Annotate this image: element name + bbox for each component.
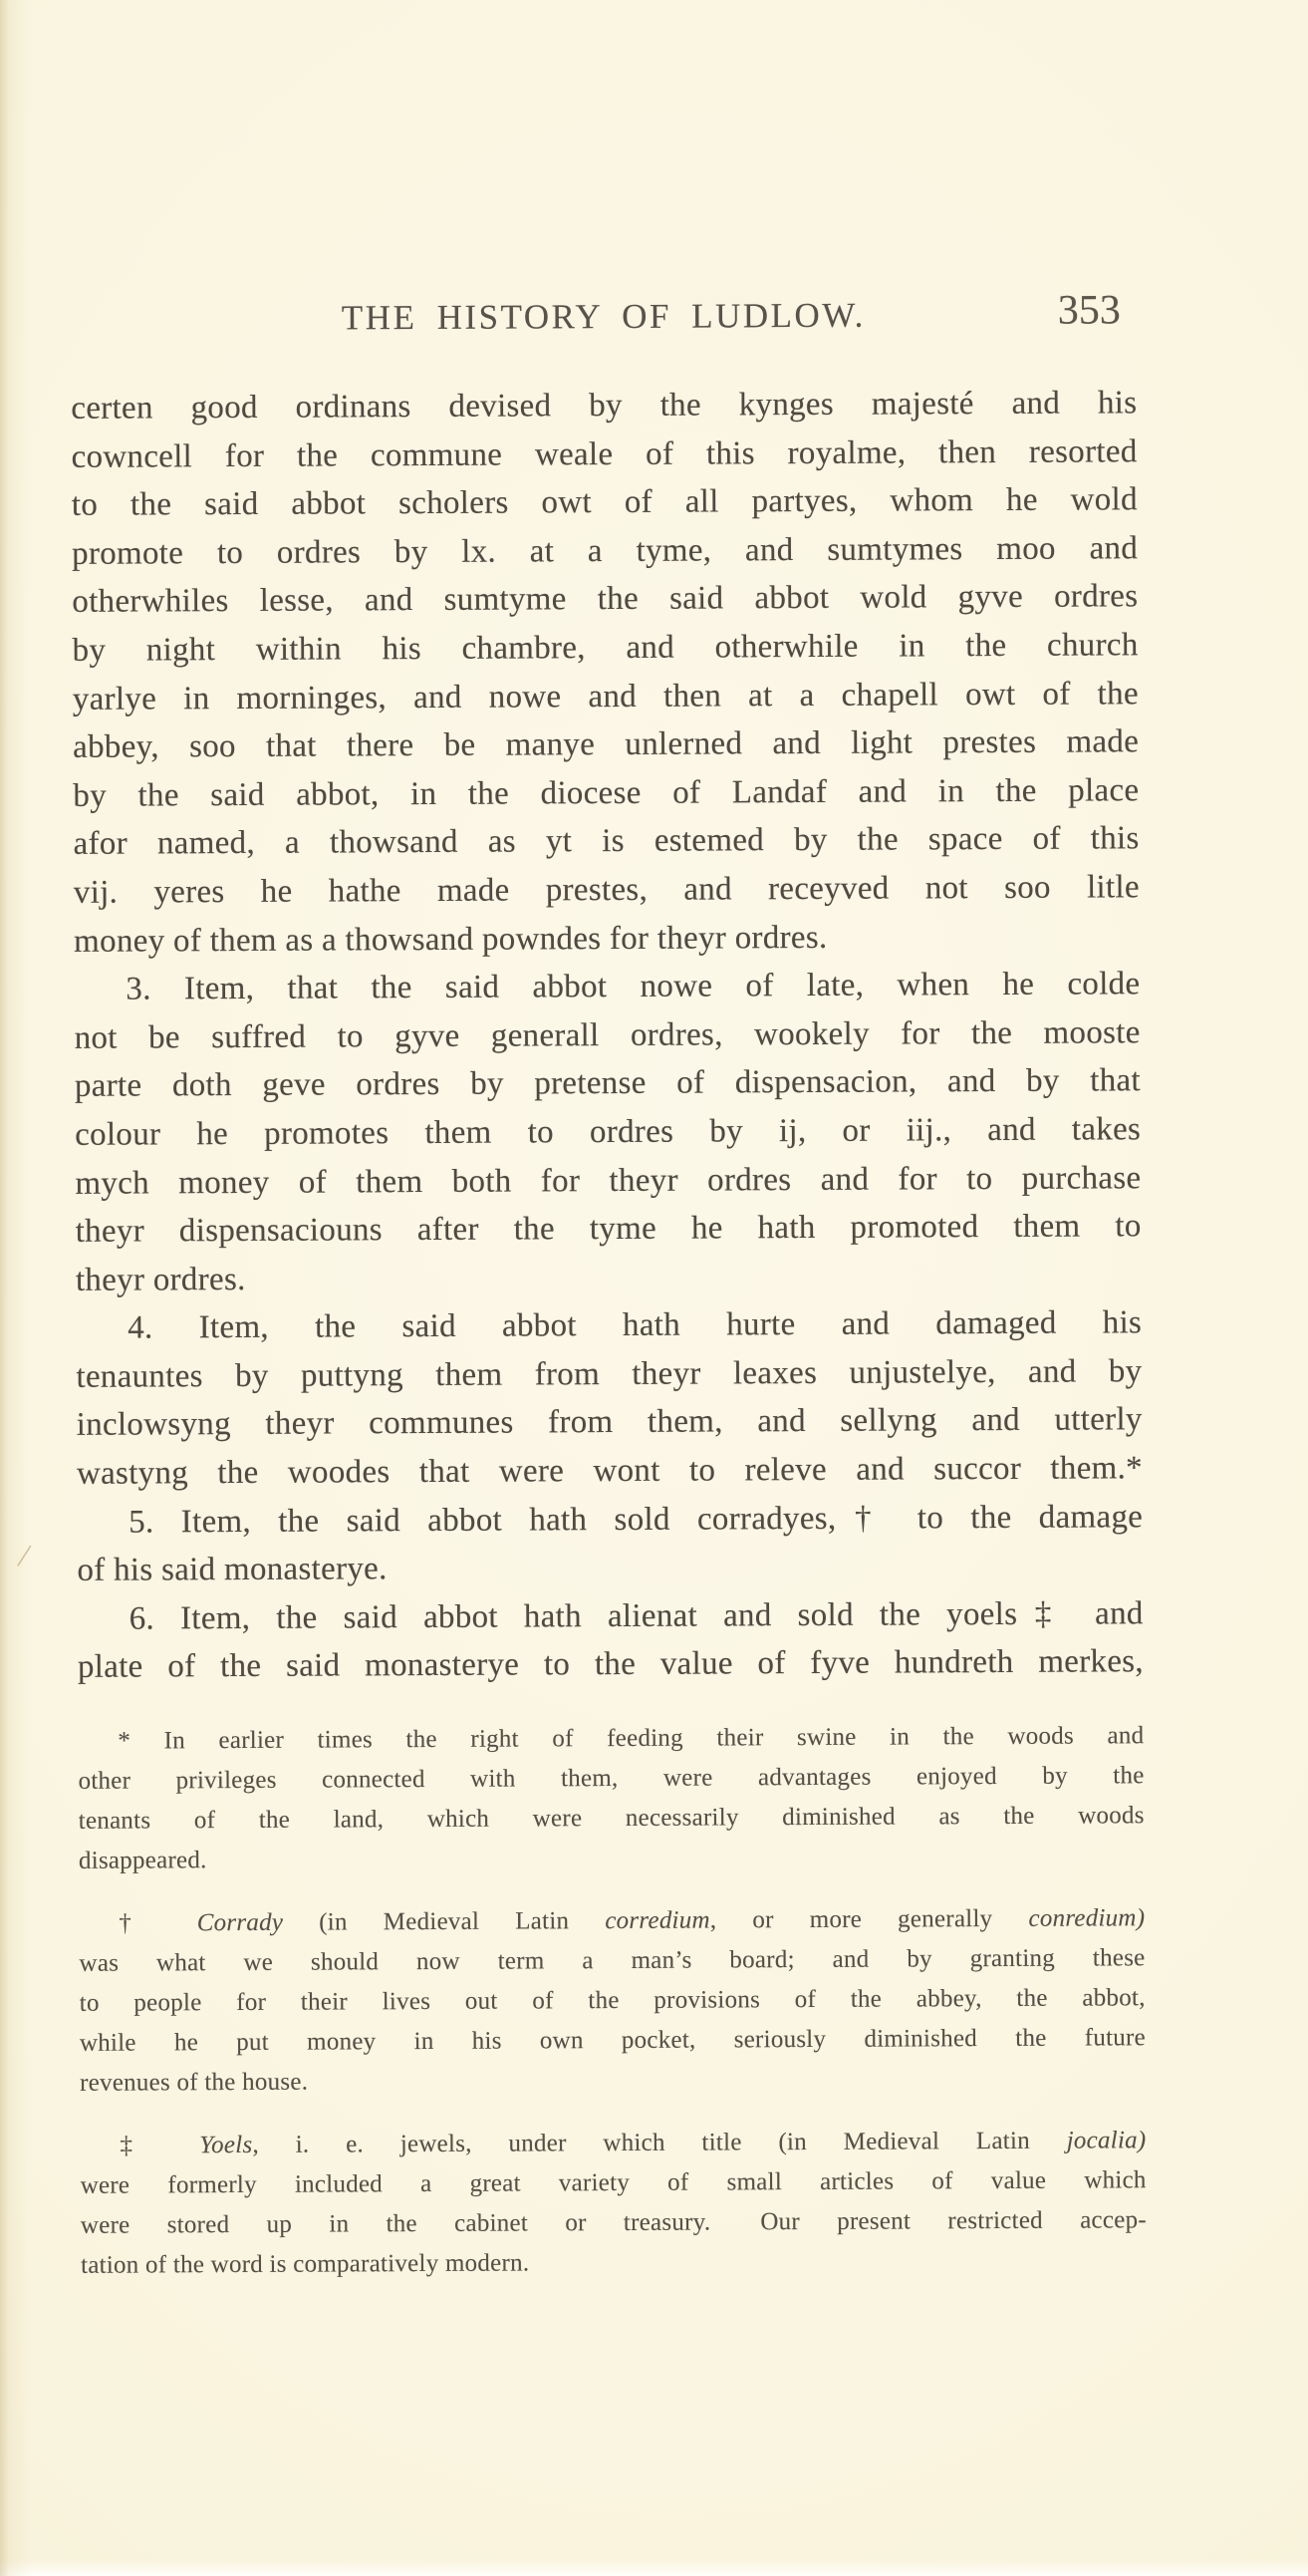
footnote-line: disappeared. bbox=[78, 1847, 207, 1874]
text-line: colour he promotes them to ordres by ij, or iij., and takes bbox=[75, 1111, 1142, 1153]
footnote-marker: † bbox=[119, 1909, 197, 1937]
paragraph-item-5 bbox=[77, 1493, 1143, 1595]
text-line: certen good ordinans devised by the kynges majesté and his bbox=[71, 385, 1138, 427]
italic-term: Yoels bbox=[199, 2131, 253, 2159]
text-line: 4. Item, the said abbot hath hurte and damaged his bbox=[128, 1304, 1143, 1346]
footnote-text: , i. e. jewels, under which title (in Medieval Latin bbox=[252, 2127, 1067, 2158]
text-line: 5. Item, the said abbot hath sold corradyes,† to the damage bbox=[129, 1498, 1144, 1541]
footnote-line: was what we should now term a man’s board; and by granting these bbox=[79, 1944, 1146, 1977]
footnote-line: * In earlier times the right of feeding their swine in the woods and bbox=[118, 1722, 1145, 1755]
text-line: plate of the said monasterye to the value of fyve hundreth merkes, bbox=[77, 1643, 1145, 1686]
footnote-asterisk bbox=[78, 1716, 1145, 1881]
page-number: 353 bbox=[1057, 287, 1121, 334]
footnote-line: revenues of the house. bbox=[80, 2068, 309, 2097]
text-line: cowncell for the commune weale of this royalme, then resorted bbox=[71, 432, 1138, 475]
footnote-line: were formerly included a great variety of small articles of value which bbox=[80, 2166, 1147, 2199]
text-line: yarlye in morninges, and nowe and then at a chapell owt of the bbox=[72, 675, 1139, 717]
text-line: of his said monasterye. bbox=[77, 1551, 388, 1589]
footnote-line: tenants of the land, which were necessarily diminished as the woods bbox=[78, 1802, 1145, 1835]
text-line: money of them as a thowsand powndes for theyr ordres. bbox=[74, 919, 828, 960]
margin-stray-mark: / bbox=[15, 1537, 34, 1575]
text-line: to the said abbot scholers owt of all partyes, whom he wold bbox=[71, 481, 1138, 524]
text-line: inclowsyng theyr communes from them, and sellyng and utterly bbox=[76, 1401, 1143, 1444]
paragraph-item-6 bbox=[78, 1589, 1144, 1692]
text-line: otherwhiles lesse, and sumtyme the said abbot wold gyve ordres bbox=[72, 578, 1139, 621]
footnote-line bbox=[80, 2121, 1146, 2166]
running-title: THE HISTORY OF LUDLOW. bbox=[341, 295, 866, 338]
text-line: wastyng the woodes that were wont to releve and succor them.* bbox=[76, 1450, 1144, 1492]
text-line: afor named, a thowsand as yt is estemed by the space of this bbox=[73, 820, 1140, 863]
text-line: 3. Item, that the said abbot nowe of late, when he colde bbox=[126, 966, 1141, 1007]
footnote-line: while he put money in his own pocket, seriously diminished the future bbox=[79, 2024, 1146, 2057]
text-line: 6. Item, the said abbot hath alienat and sold the yoels‡ and bbox=[129, 1595, 1144, 1637]
text-line: not be suffred to gyve generall ordres, wookely for the mooste bbox=[74, 1013, 1141, 1056]
footnote-text: , or more generally bbox=[709, 1904, 1029, 1934]
footnote-line bbox=[79, 1898, 1145, 1944]
italic-term: Corrady bbox=[196, 1908, 284, 1937]
text-line: mych money of them both for theyr ordres and for to purchase bbox=[75, 1159, 1142, 1202]
footnote-line: to people for their lives out of the provisions of the abbey, the abbot, bbox=[79, 1984, 1146, 2017]
footnote-marker: ‡ bbox=[120, 2132, 200, 2159]
italic-term: conredium) bbox=[1028, 1904, 1146, 1932]
page-header bbox=[71, 287, 1137, 348]
paragraph-continuation bbox=[71, 379, 1140, 966]
footnote-dagger bbox=[79, 1898, 1146, 2104]
footnote-line: tation of the word is comparatively modern. bbox=[81, 2249, 530, 2279]
text-line: abbey, soo that there be manye unlerned and light prestes made bbox=[73, 723, 1140, 766]
footnote-text: (in Medieval Latin bbox=[283, 1907, 606, 1936]
paragraph-item-4 bbox=[76, 1299, 1143, 1499]
italic-term: corredium bbox=[605, 1906, 710, 1935]
paragraph-item-3 bbox=[74, 960, 1142, 1304]
footnotes bbox=[78, 1716, 1147, 2286]
text-line: tenauntes by puttyng them from theyr leaxes unjustelye, and by bbox=[76, 1353, 1143, 1395]
text-line: theyr dispensaciouns after the tyme he hath promoted them to bbox=[75, 1208, 1142, 1250]
footnote-double-dagger bbox=[80, 2121, 1147, 2286]
italic-term: jocalia) bbox=[1066, 2127, 1147, 2154]
footnote-line: other privileges connected with them, were advantages enjoyed by the bbox=[78, 1762, 1145, 1795]
footnote-line: were stored up in the cabinet or treasury. Our present restricted accep- bbox=[80, 2206, 1147, 2239]
text-line: vij. yeres he hathe made prestes, and receyved not soo litle bbox=[73, 869, 1140, 911]
text-line: parte doth geve ordres by pretense of dispensacion, and by that bbox=[74, 1062, 1141, 1105]
text-line: by the said abbot, in the diocese of Landaf and in the place bbox=[73, 772, 1140, 814]
main-text bbox=[71, 379, 1144, 1692]
text-line: by night within his chambre, and otherwhile in the church bbox=[72, 627, 1139, 669]
text-line: theyr ordres. bbox=[75, 1261, 246, 1298]
text-line: promote to ordres by lx. at a tyme, and sumtymes moo and bbox=[72, 530, 1139, 572]
